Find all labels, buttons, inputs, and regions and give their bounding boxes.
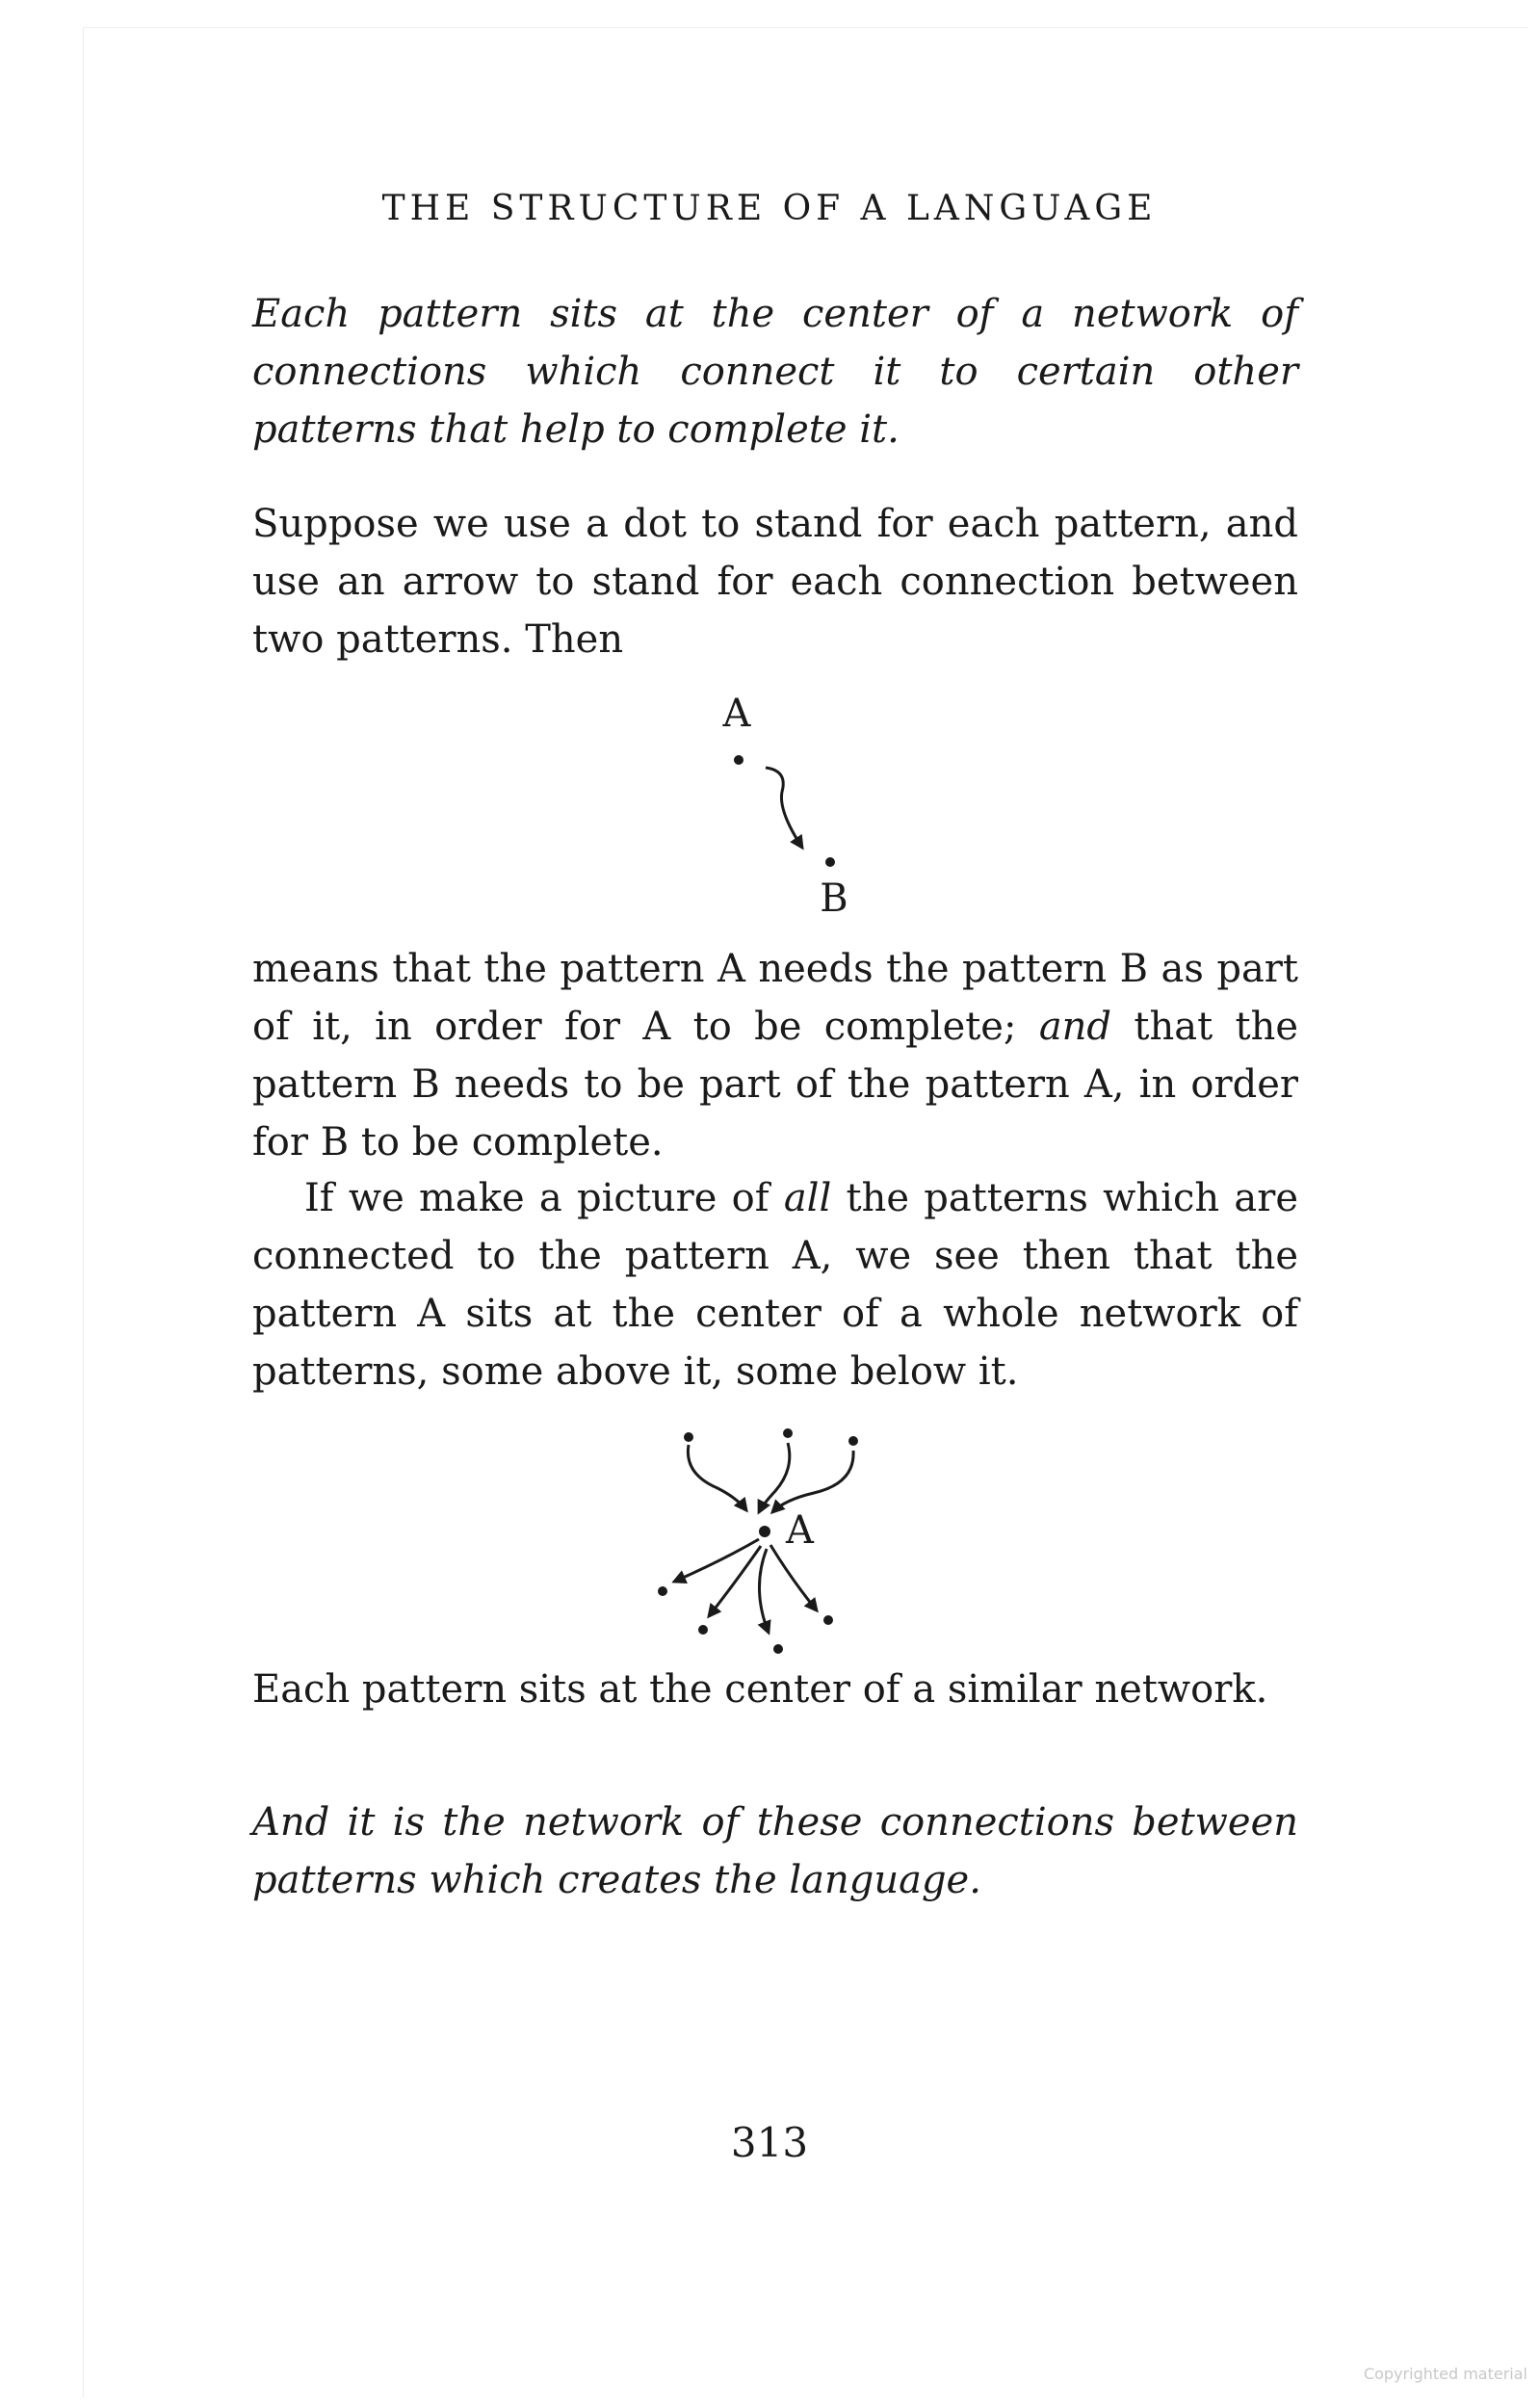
arrow-out-right [770, 1545, 817, 1610]
dot-lower-left-mid [698, 1625, 708, 1635]
paragraph-if-we-make [252, 1169, 1298, 1400]
dot-b [825, 857, 835, 867]
copyright-notice: Copyrighted material [1363, 2365, 1527, 2383]
two-pattern-diagram [674, 684, 867, 925]
dot-upper-left [684, 1432, 693, 1442]
dot-center-a [759, 1526, 770, 1537]
dot-upper-right [848, 1436, 858, 1446]
running-header: THE STRUCTURE OF A LANGUAGE [381, 189, 1158, 228]
paragraph-if-text-2: the patterns which are connected to the pattern A, we see then that the pattern A sits at the center of a whole network of patterns, some above it, some below it. [252, 1176, 1298, 1394]
dot-lower-middle [773, 1644, 783, 1654]
paragraph-means [252, 940, 1298, 1171]
paragraph-suppose: Suppose we use a dot to stand for each pattern, and use an arrow to stand for each connection between two patterns. Then [252, 502, 1298, 662]
opening-statement: Each pattern sits at the center of a network of connections which connect it to certain other patterns that help to complete it. [252, 292, 1298, 452]
label-b: B [820, 877, 848, 921]
closing-statement: And it is the network of these connections between patterns which creates the language. [252, 1800, 1298, 1902]
network-diagram [645, 1416, 896, 1666]
dot-lower-right [823, 1615, 833, 1625]
paragraph-means-text-2: that the pattern B needs to be part of the pattern A, in order for B to be complete. [252, 1005, 1298, 1165]
arrow-in-left [688, 1445, 746, 1510]
arrow-out-left-mid [709, 1546, 761, 1616]
dot-upper-middle [783, 1428, 793, 1438]
arrow-out-left [674, 1539, 759, 1582]
dot-lower-left [658, 1586, 667, 1596]
arrow-in-right [772, 1451, 853, 1512]
dot-a [734, 755, 743, 765]
paragraph-each-pattern: Each pattern sits at the center of a similar network. [252, 1667, 1268, 1712]
arrow-a-to-b [766, 768, 802, 848]
paragraph-means-text-1: means that the pattern A needs the pattern B as part of it, in order for A to be complete; [252, 947, 1298, 1049]
emphasis-all: all [783, 1176, 832, 1220]
label-a: A [722, 692, 751, 736]
paragraph-if-text-1: If we make a picture of [304, 1176, 784, 1220]
arrow-out-middle [759, 1549, 769, 1633]
emphasis-and: and [1038, 1005, 1112, 1049]
label-center-a: A [786, 1508, 814, 1553]
page-number: 313 [730, 2119, 809, 2166]
